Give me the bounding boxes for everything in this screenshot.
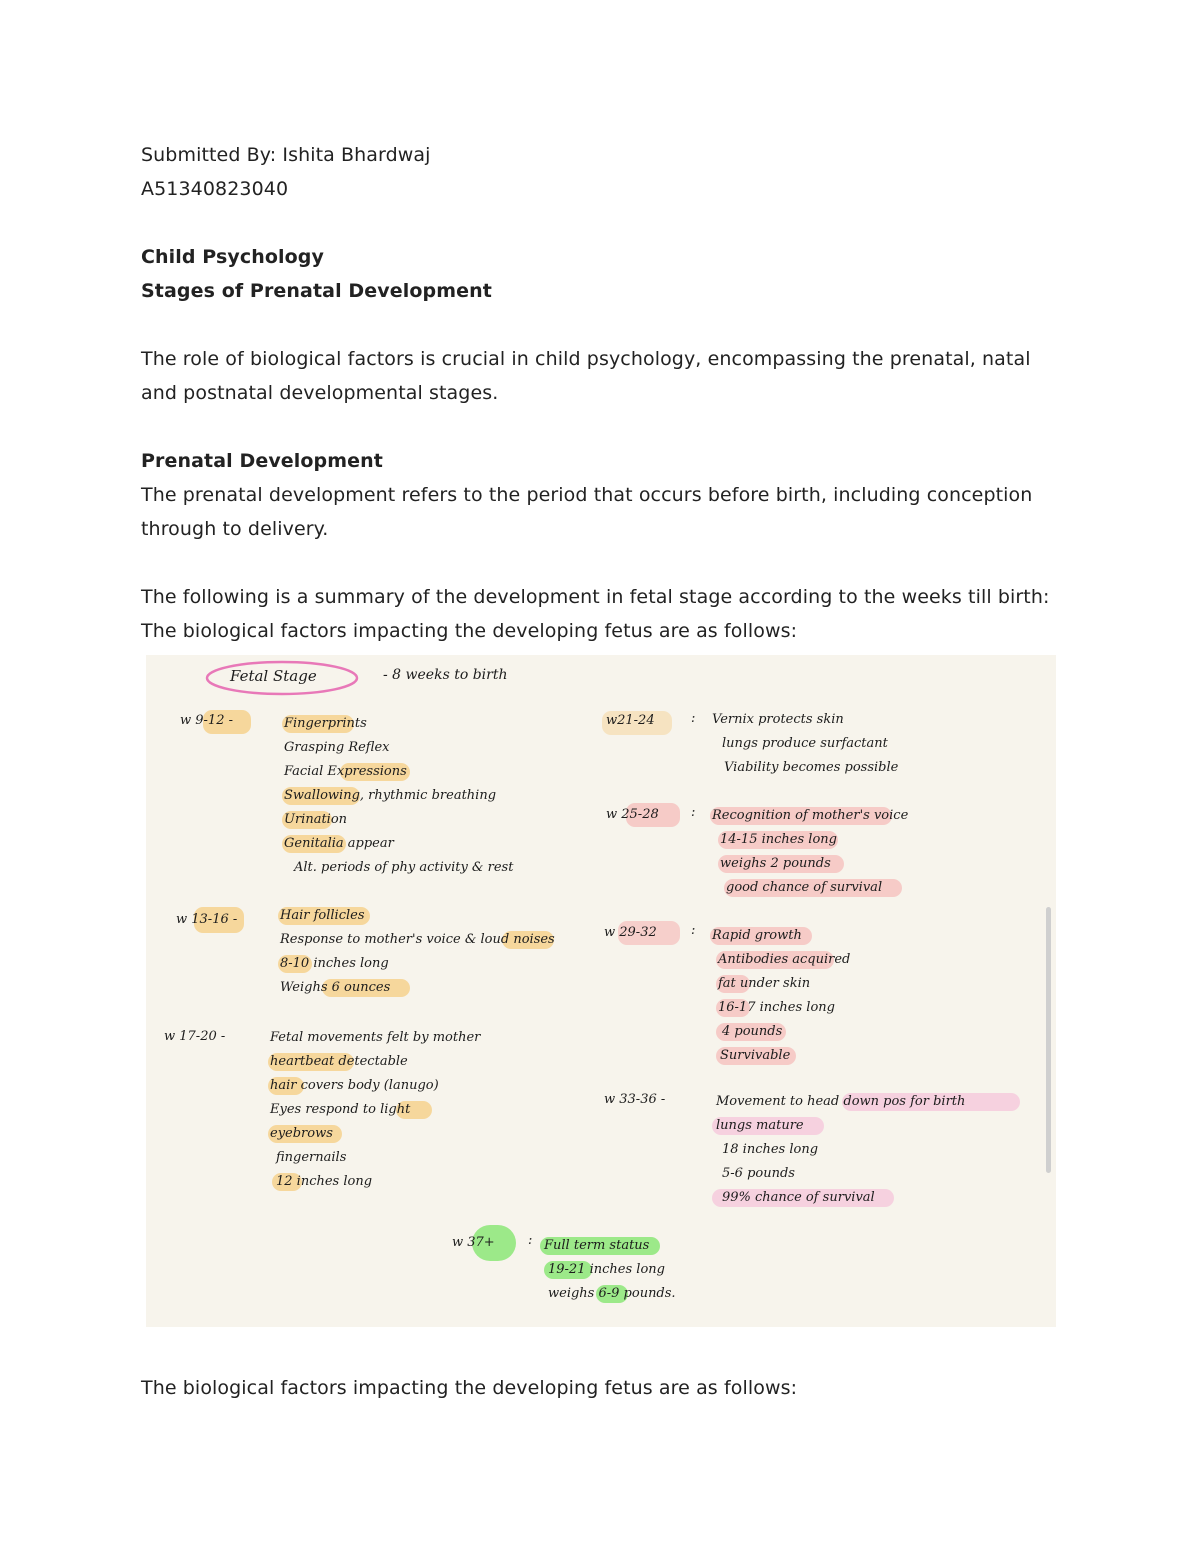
w21-item: Viability becomes possible: [724, 760, 899, 775]
subject-heading: Child Psychology: [141, 246, 324, 268]
notes-title: Fetal Stage: [230, 667, 317, 685]
w17-item: hair covers body (lanugo): [270, 1078, 439, 1093]
w17-item: 12 inches long: [276, 1174, 373, 1189]
w9-item: Urination: [284, 812, 348, 827]
w17-item: Fetal movements felt by mother: [270, 1030, 481, 1045]
topic-heading: Stages of Prenatal Development: [141, 280, 492, 302]
w9-item: Alt. periods of phy activity & rest: [294, 860, 514, 875]
w17-item: eyebrows: [270, 1126, 333, 1141]
w29-item: 16-17 inches long: [718, 1000, 835, 1015]
prenatal-line-1: The prenatal development refers to the period that occurs before birth, including conception: [141, 484, 1033, 506]
w13-label: w 13-16 -: [176, 912, 238, 927]
w17-item: fingernails: [276, 1150, 347, 1165]
submitted-by: Submitted By: Ishita Bhardwaj: [141, 144, 431, 166]
w33-item: Movement to head down pos for birth: [716, 1094, 966, 1109]
w33-item: 5-6 pounds: [722, 1166, 795, 1181]
w25-item: weighs 2 pounds: [720, 856, 831, 871]
w17-item: Eyes respond to light: [270, 1102, 411, 1117]
w17-label: w 17-20 -: [164, 1029, 226, 1044]
w29-label: w 29-32: [604, 925, 657, 940]
w29-item: 4 pounds: [722, 1024, 783, 1039]
w29-item: Antibodies acquired: [718, 952, 851, 967]
prenatal-heading: Prenatal Development: [141, 450, 383, 472]
w21-item: lungs produce surfactant: [722, 736, 888, 751]
w9-item: Genitalia appear: [284, 836, 394, 851]
w33-item: 18 inches long: [722, 1142, 819, 1157]
w13-item: 8-10 inches long: [280, 956, 389, 971]
w33-item: 99% chance of survival: [722, 1190, 875, 1205]
w13-item: Response to mother's voice & loud noises: [280, 932, 555, 947]
w21-label: w21-24: [606, 713, 655, 728]
w33-item: lungs mature: [716, 1118, 804, 1133]
fetal-stage-notes-image: [146, 655, 1056, 1327]
w37-label: w 37+: [452, 1235, 495, 1250]
w13-item: Weighs 6 ounces: [280, 980, 391, 995]
closing-line: The biological factors impacting the developing fetus are as follows:: [141, 1377, 798, 1399]
w37-separator: :: [528, 1233, 533, 1248]
w9-label: w 9-12 -: [180, 713, 233, 728]
w29-item: fat under skin: [718, 976, 811, 991]
w21-separator: :: [691, 711, 696, 726]
w21-item: Vernix protects skin: [712, 712, 844, 727]
summary-line-1: The following is a summary of the development in fetal stage according to the weeks till birth:: [141, 586, 1050, 608]
w29-separator: :: [691, 923, 696, 938]
w9-item: Grasping Reflex: [284, 740, 390, 755]
w37-item: Full term status: [544, 1238, 650, 1253]
intro-line-1: The role of biological factors is crucial in child psychology, encompassing the prenatal, natal: [141, 348, 1031, 370]
intro-line-2: and postnatal developmental stages.: [141, 382, 499, 404]
w25-item: Recognition of mother's voice: [712, 808, 909, 823]
w13-item: Hair follicles: [280, 908, 365, 923]
notes-subtitle: - 8 weeks to birth: [383, 667, 508, 683]
notes-scrollbar[interactable]: [1046, 907, 1051, 1173]
w17-item: heartbeat detectable: [270, 1054, 408, 1069]
w25-item: 14-15 inches long: [720, 832, 837, 847]
w33-label: w 33-36 -: [604, 1092, 666, 1107]
w29-item: Rapid growth: [712, 928, 802, 943]
w25-label: w 25-28: [606, 807, 659, 822]
w9-item: Fingerprints: [284, 716, 367, 731]
prenatal-line-2: through to delivery.: [141, 518, 329, 540]
student-id: A51340823040: [141, 178, 289, 200]
w9-item: Swallowing, rhythmic breathing: [284, 788, 497, 803]
w25-item: good chance of survival: [726, 880, 883, 895]
summary-line-2: The biological factors impacting the developing fetus are as follows:: [141, 620, 798, 642]
w37-item: 19-21 inches long: [548, 1262, 665, 1277]
w25-separator: :: [691, 805, 696, 820]
w37-item: weighs 6-9 pounds.: [548, 1286, 676, 1301]
w29-item: Survivable: [720, 1048, 791, 1063]
w9-item: Facial Expressions: [284, 764, 407, 779]
